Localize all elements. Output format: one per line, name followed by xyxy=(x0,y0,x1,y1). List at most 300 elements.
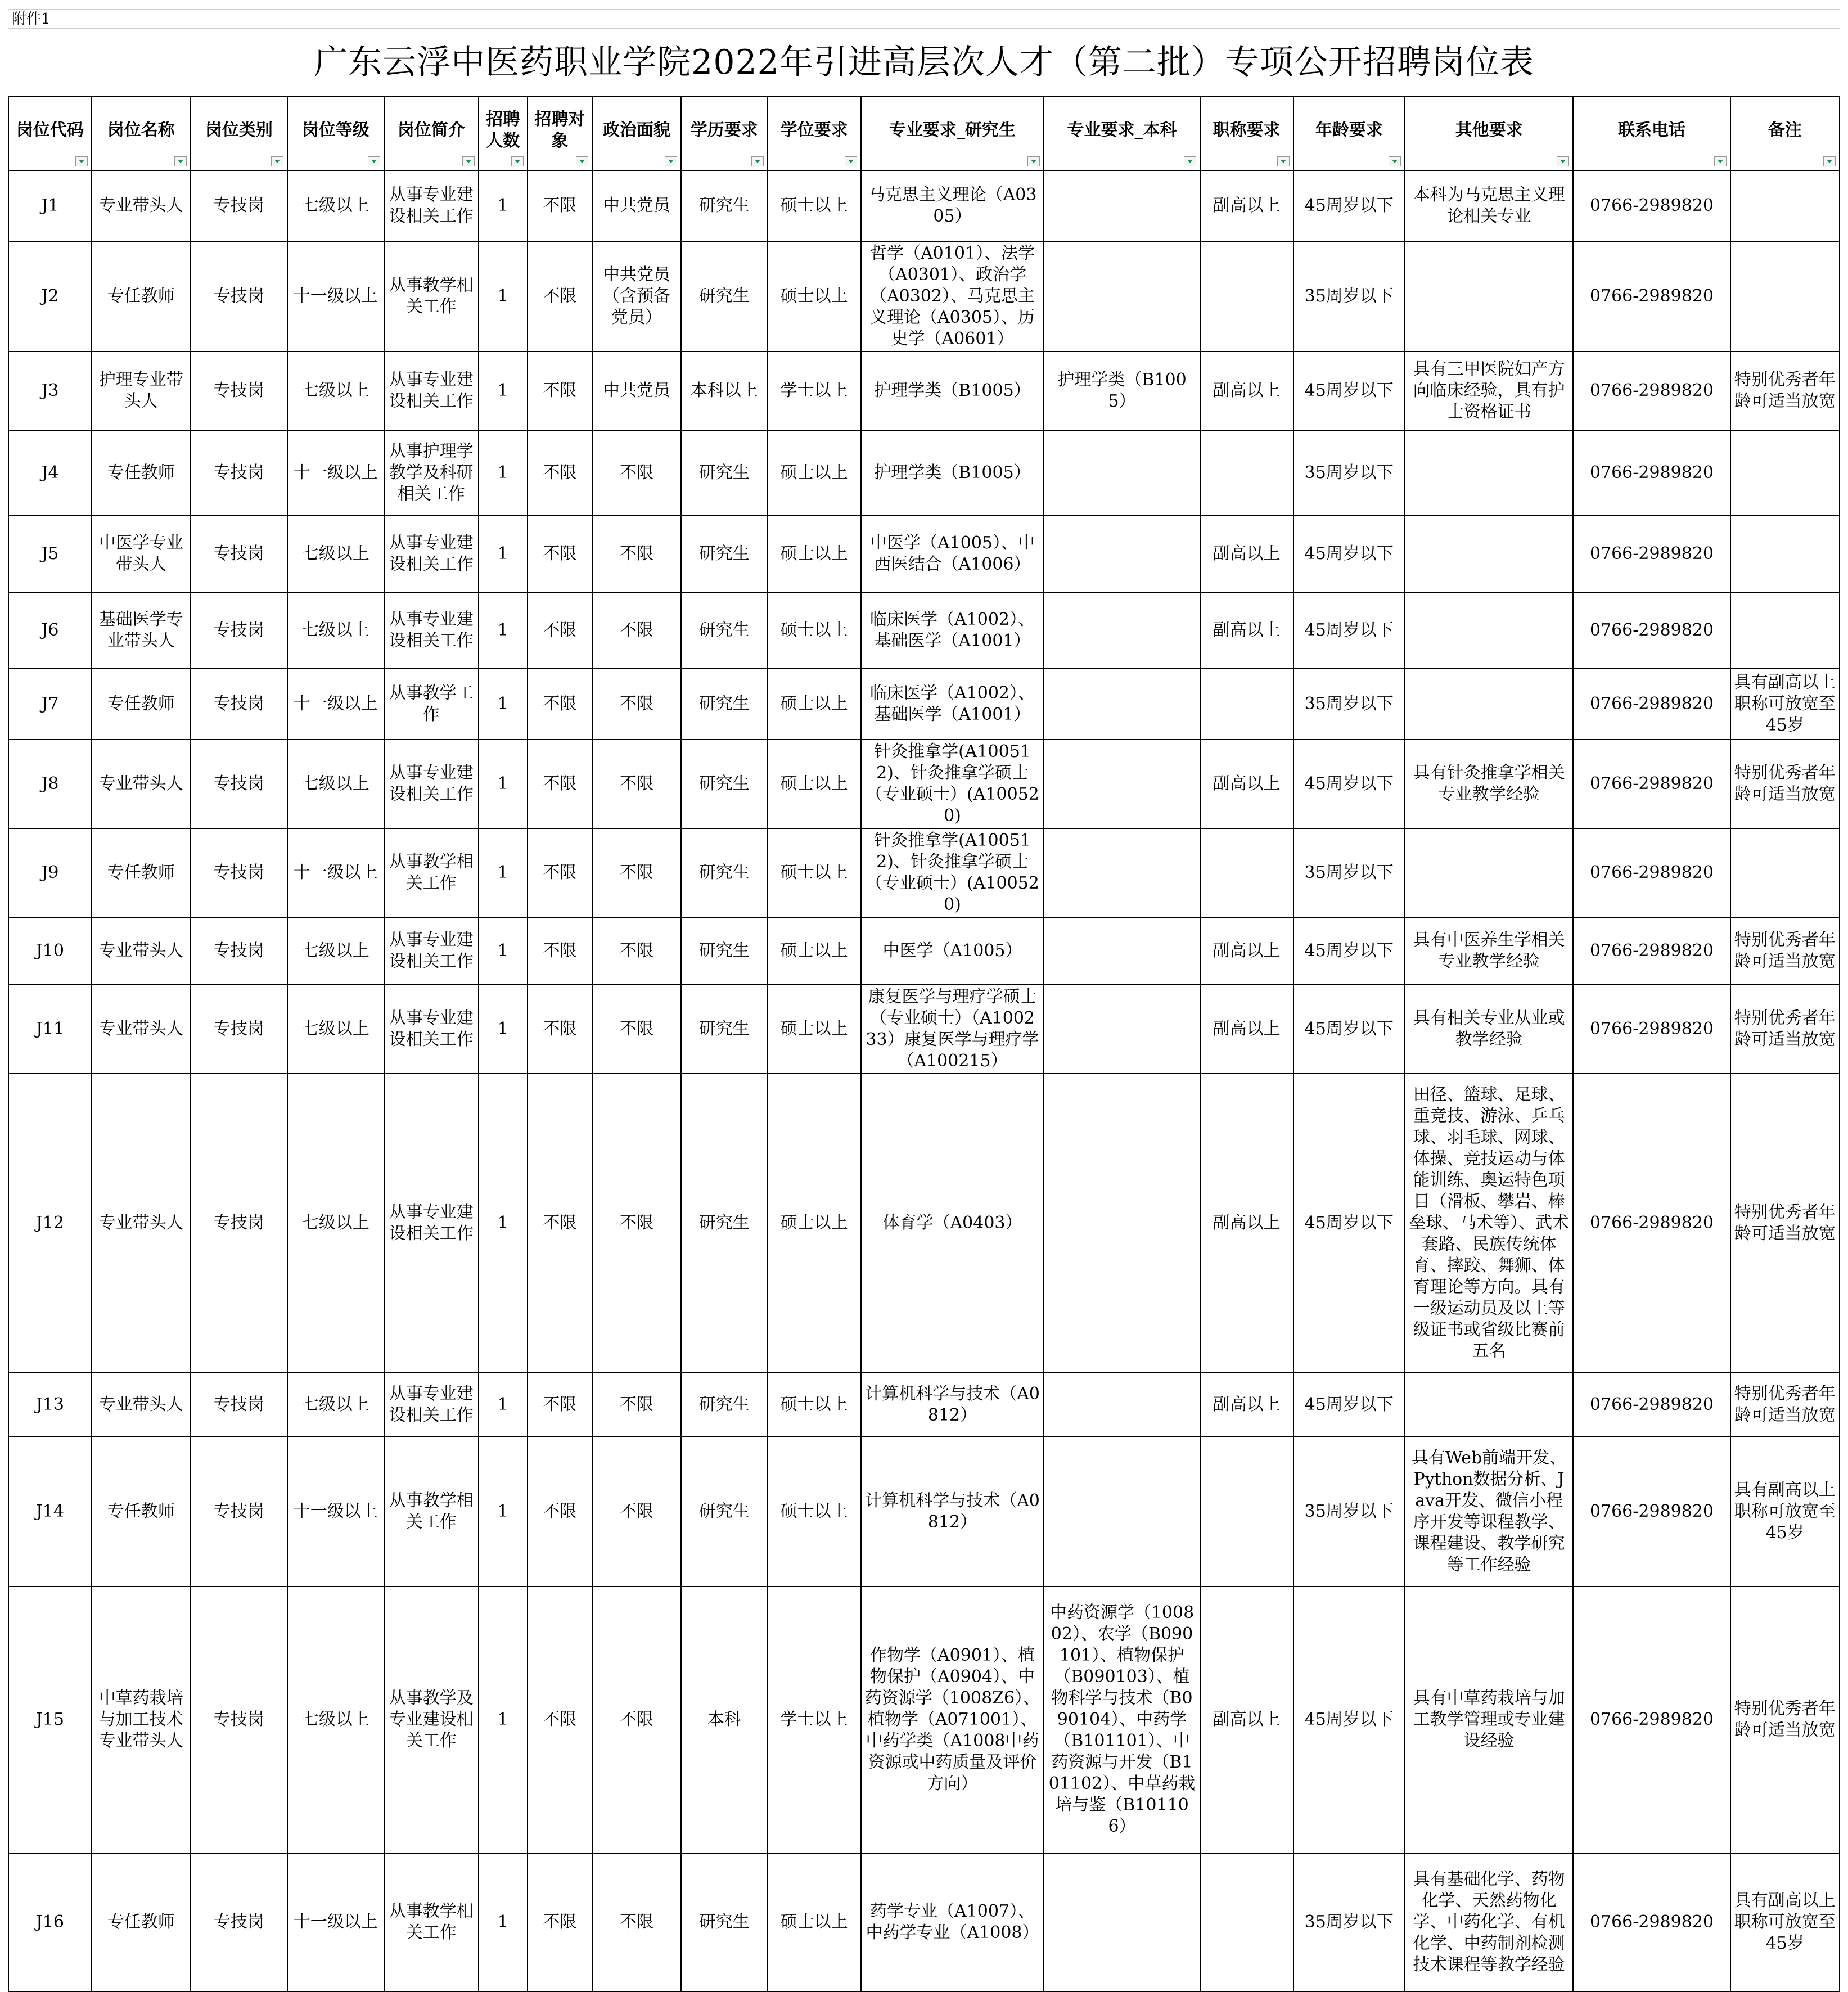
table-cell: 专技岗 xyxy=(191,1074,287,1373)
filter-dropdown-icon[interactable] xyxy=(1027,156,1040,166)
table-cell: 0766-2989820 xyxy=(1573,592,1730,669)
table-cell: 不限 xyxy=(528,1074,592,1373)
column-header xyxy=(861,96,1044,170)
filter-dropdown-icon[interactable] xyxy=(511,156,524,166)
table-cell: 专技岗 xyxy=(191,740,287,828)
table-cell: 具有副高以上职称可放宽至45岁 xyxy=(1730,1437,1840,1587)
table-cell xyxy=(1200,669,1293,740)
table-cell: 特别优秀者年龄可适当放宽 xyxy=(1730,985,1840,1074)
table-cell: 45周岁以下 xyxy=(1293,1074,1405,1373)
table-cell: 十一级以上 xyxy=(287,430,384,516)
table-cell: 七级以上 xyxy=(287,351,384,430)
table-cell: 不限 xyxy=(592,1373,681,1437)
table-cell: 副高以上 xyxy=(1200,985,1293,1074)
column-header xyxy=(768,96,861,170)
column-header-label: 岗位等级 xyxy=(301,120,369,140)
table-cell: 从事专业建设相关工作 xyxy=(384,516,479,592)
table-cell: 专技岗 xyxy=(191,917,287,985)
table-cell xyxy=(1405,241,1573,351)
table-cell: 不限 xyxy=(592,828,681,917)
table-cell: 1 xyxy=(479,516,528,592)
table-cell: 特别优秀者年龄可适当放宽 xyxy=(1730,1587,1840,1853)
column-header xyxy=(528,96,592,170)
table-cell: 药学专业（A1007）、中药学专业（A1008） xyxy=(861,1853,1044,1991)
table-cell: 专任教师 xyxy=(92,241,191,351)
table-cell xyxy=(1405,1373,1573,1437)
table-cell: J7 xyxy=(8,669,92,740)
table-cell xyxy=(1044,516,1200,592)
table-cell: 0766-2989820 xyxy=(1573,740,1730,828)
table-cell: 护理学类（B1005） xyxy=(861,430,1044,516)
table-cell xyxy=(1044,241,1200,351)
column-header xyxy=(592,96,681,170)
table-cell: 不限 xyxy=(528,592,592,669)
table-cell xyxy=(1405,430,1573,516)
table-cell: 七级以上 xyxy=(287,1074,384,1373)
table-cell: J8 xyxy=(8,740,92,828)
table-cell: 具有中草药栽培与加工教学管理或专业建设经验 xyxy=(1405,1587,1573,1853)
table-cell: 45周岁以下 xyxy=(1293,351,1405,430)
table-cell: 硕士以上 xyxy=(768,1853,861,1991)
table-cell xyxy=(1200,430,1293,516)
table-cell: 1 xyxy=(479,430,528,516)
table-cell: 不限 xyxy=(592,669,681,740)
table-cell: 专任教师 xyxy=(92,828,191,917)
table-cell: 十一级以上 xyxy=(287,828,384,917)
table-cell: 从事专业建设相关工作 xyxy=(384,592,479,669)
table-cell xyxy=(1730,430,1840,516)
table-cell xyxy=(1405,516,1573,592)
attachment-caption: 附件1 xyxy=(8,9,1840,28)
table-cell xyxy=(1405,828,1573,917)
table-cell: 专技岗 xyxy=(191,351,287,430)
filter-dropdown-icon[interactable] xyxy=(368,156,380,166)
table-cell: 1 xyxy=(479,1853,528,1991)
table-cell xyxy=(1730,170,1840,241)
table-cell xyxy=(1730,592,1840,669)
table-cell: 副高以上 xyxy=(1200,592,1293,669)
table-cell: 1 xyxy=(479,241,528,351)
table-cell: 硕士以上 xyxy=(768,1373,861,1437)
table-cell: 研究生 xyxy=(681,516,768,592)
column-header-label: 岗位类别 xyxy=(205,120,273,140)
table-cell: 副高以上 xyxy=(1200,170,1293,241)
column-header-label: 招聘对象 xyxy=(534,110,585,151)
table-cell: 七级以上 xyxy=(287,1587,384,1853)
table-cell: 硕士以上 xyxy=(768,917,861,985)
table-cell: 专技岗 xyxy=(191,592,287,669)
table-cell xyxy=(1200,828,1293,917)
table-cell: 不限 xyxy=(528,1437,592,1587)
table-cell: 中药资源学（100802）、农学（B090101）、植物保护（B090103）、植物科学与技术（B090104）、中药学（B101101）、中药资源与开发（B101102）、中草药栽培与鉴（B101106） xyxy=(1044,1587,1200,1853)
filter-dropdown-icon[interactable] xyxy=(1184,156,1196,166)
table-cell: J6 xyxy=(8,592,92,669)
table-cell: 专任教师 xyxy=(92,1853,191,1991)
table-cell: J10 xyxy=(8,917,92,985)
table-cell xyxy=(1044,1074,1200,1373)
table-cell xyxy=(1044,1437,1200,1587)
table-cell: 1 xyxy=(479,1074,528,1373)
table-row xyxy=(8,170,1840,241)
table-cell xyxy=(1044,740,1200,828)
table-cell: 中医学（A1005） xyxy=(861,917,1044,985)
table-cell: 中医学专业带头人 xyxy=(92,516,191,592)
table-cell: 中共党员（含预备党员） xyxy=(592,241,681,351)
table-cell: 专技岗 xyxy=(191,1437,287,1587)
table-cell: 不限 xyxy=(592,430,681,516)
table-cell: 不限 xyxy=(528,740,592,828)
table-cell: 从事专业建设相关工作 xyxy=(384,917,479,985)
table-cell: 具有中医养生学相关专业教学经验 xyxy=(1405,917,1573,985)
table-cell: 从事教学相关工作 xyxy=(384,241,479,351)
table-cell xyxy=(1044,170,1200,241)
filter-dropdown-icon[interactable] xyxy=(751,156,764,166)
table-cell: 硕士以上 xyxy=(768,241,861,351)
column-header-label: 岗位代码 xyxy=(16,120,84,140)
table-cell: 1 xyxy=(479,170,528,241)
table-cell: J13 xyxy=(8,1373,92,1437)
column-header xyxy=(384,96,479,170)
table-row xyxy=(8,430,1840,516)
table-cell: 针灸推拿学(A100512)、针灸推拿学硕士（专业硕士）(A100520) xyxy=(861,828,1044,917)
table-cell: 不限 xyxy=(528,516,592,592)
table-cell xyxy=(1730,516,1840,592)
recruitment-table xyxy=(8,96,1840,1992)
table-cell: 从事教学工作 xyxy=(384,669,479,740)
table-cell: 专技岗 xyxy=(191,516,287,592)
table-cell: 1 xyxy=(479,669,528,740)
table-cell: 35周岁以下 xyxy=(1293,430,1405,516)
column-header-label: 职称要求 xyxy=(1213,120,1281,140)
table-cell: 45周岁以下 xyxy=(1293,1587,1405,1853)
table-row xyxy=(8,828,1840,917)
column-header xyxy=(8,96,92,170)
table-cell xyxy=(1200,1853,1293,1991)
filter-dropdown-icon[interactable] xyxy=(271,156,283,166)
table-cell: 七级以上 xyxy=(287,740,384,828)
filter-dropdown-icon[interactable] xyxy=(1557,156,1569,166)
column-header xyxy=(1405,96,1573,170)
table-cell: 本科为马克思主义理论相关专业 xyxy=(1405,170,1573,241)
table-cell: 副高以上 xyxy=(1200,1373,1293,1437)
column-header-label: 岗位名称 xyxy=(107,120,175,140)
filter-dropdown-icon[interactable] xyxy=(462,156,475,166)
table-cell xyxy=(1044,985,1200,1074)
table-cell: 从事教学相关工作 xyxy=(384,1437,479,1587)
table-cell: 本科 xyxy=(681,1587,768,1853)
table-cell: 不限 xyxy=(592,1853,681,1991)
table-cell: J14 xyxy=(8,1437,92,1587)
table-cell: 不限 xyxy=(528,985,592,1074)
table-cell: 从事护理学教学及科研相关工作 xyxy=(384,430,479,516)
table-cell: 学士以上 xyxy=(768,351,861,430)
column-header xyxy=(191,96,287,170)
table-cell xyxy=(1405,592,1573,669)
table-cell: 不限 xyxy=(528,917,592,985)
table-cell: 哲学（A0101）、法学（A0301）、政治学（A0302）、马克思主义理论（A0305）、历史学（A0601） xyxy=(861,241,1044,351)
table-cell: 不限 xyxy=(592,917,681,985)
table-cell: 从事专业建设相关工作 xyxy=(384,1373,479,1437)
table-cell: 研究生 xyxy=(681,740,768,828)
table-cell: 具有副高以上职称可放宽至45岁 xyxy=(1730,1853,1840,1991)
table-cell: 专技岗 xyxy=(191,430,287,516)
table-row xyxy=(8,669,1840,740)
table-cell: 0766-2989820 xyxy=(1573,917,1730,985)
table-cell: 专业带头人 xyxy=(92,1074,191,1373)
table-cell: 专技岗 xyxy=(191,241,287,351)
table-cell: 0766-2989820 xyxy=(1573,1373,1730,1437)
table-cell: 1 xyxy=(479,351,528,430)
table-cell: 不限 xyxy=(528,170,592,241)
table-cell: 研究生 xyxy=(681,828,768,917)
table-cell: 0766-2989820 xyxy=(1573,669,1730,740)
table-cell: 计算机科学与技术（A0812） xyxy=(861,1437,1044,1587)
table-cell: 1 xyxy=(479,917,528,985)
column-header-label: 专业要求_研究生 xyxy=(889,120,1016,140)
filter-dropdown-icon[interactable] xyxy=(1389,156,1401,166)
table-cell: 具有Web前端开发、Python数据分析、Java开发、微信小程序开发等课程教学、课程建设、教学研究等工作经验 xyxy=(1405,1437,1573,1587)
table-cell: 硕士以上 xyxy=(768,592,861,669)
table-cell xyxy=(1044,828,1200,917)
table-cell: 从事专业建设相关工作 xyxy=(384,740,479,828)
table-cell: 不限 xyxy=(528,828,592,917)
table-cell: 0766-2989820 xyxy=(1573,430,1730,516)
table-cell: 副高以上 xyxy=(1200,516,1293,592)
table-cell: 不限 xyxy=(592,740,681,828)
table-cell: 45周岁以下 xyxy=(1293,985,1405,1074)
table-cell: 35周岁以下 xyxy=(1293,1853,1405,1991)
table-cell: 中草药栽培与加工技术专业带头人 xyxy=(92,1587,191,1853)
table-cell: 0766-2989820 xyxy=(1573,170,1730,241)
table-cell: 不限 xyxy=(592,985,681,1074)
table-cell: 从事专业建设相关工作 xyxy=(384,351,479,430)
table-cell: 45周岁以下 xyxy=(1293,170,1405,241)
table-cell: 护理专业带头人 xyxy=(92,351,191,430)
table-cell: 1 xyxy=(479,828,528,917)
table-cell: 中医学（A1005）、中西医结合（A1006） xyxy=(861,516,1044,592)
table-cell: J16 xyxy=(8,1853,92,1991)
table-cell: 专任教师 xyxy=(92,1437,191,1587)
table-cell: 中共党员 xyxy=(592,351,681,430)
table-row xyxy=(8,1437,1840,1587)
table-cell: 具有相关专业从业或教学经验 xyxy=(1405,985,1573,1074)
table-cell: 0766-2989820 xyxy=(1573,1074,1730,1373)
table-cell: 研究生 xyxy=(681,1074,768,1373)
filter-dropdown-icon[interactable] xyxy=(576,156,588,166)
table-cell: 0766-2989820 xyxy=(1573,828,1730,917)
table-cell xyxy=(1044,917,1200,985)
header-row xyxy=(8,96,1840,170)
table-cell: 45周岁以下 xyxy=(1293,592,1405,669)
table-cell: 硕士以上 xyxy=(768,828,861,917)
table-cell: 从事教学相关工作 xyxy=(384,1853,479,1991)
table-cell: 研究生 xyxy=(681,917,768,985)
table-row xyxy=(8,1853,1840,1991)
page-title: 广东云浮中医药职业学院2022年引进高层次人才（第二批）专项公开招聘岗位表 xyxy=(8,28,1840,96)
table-cell: 特别优秀者年龄可适当放宽 xyxy=(1730,917,1840,985)
table-cell: 副高以上 xyxy=(1200,1587,1293,1853)
table-cell: 作物学（A0901）、植物保护（A0904）、中药资源学（1008Z6）、植物学（A071001）、中药学类（A1008中药资源或中药质量及评价方向） xyxy=(861,1587,1044,1853)
table-cell: 研究生 xyxy=(681,669,768,740)
table-cell: 专任教师 xyxy=(92,430,191,516)
table-cell: 七级以上 xyxy=(287,1373,384,1437)
table-cell: 特别优秀者年龄可适当放宽 xyxy=(1730,1074,1840,1373)
filter-dropdown-icon[interactable] xyxy=(75,156,88,166)
table-cell: 从事专业建设相关工作 xyxy=(384,985,479,1074)
table-cell: 研究生 xyxy=(681,592,768,669)
table-cell: 护理学类（B1005） xyxy=(1044,351,1200,430)
table-cell: 十一级以上 xyxy=(287,1853,384,1991)
column-header xyxy=(287,96,384,170)
table-cell: 专业带头人 xyxy=(92,740,191,828)
table-cell: J15 xyxy=(8,1587,92,1853)
table-cell: 不限 xyxy=(592,516,681,592)
table-cell: 专技岗 xyxy=(191,828,287,917)
filter-dropdown-icon[interactable] xyxy=(665,156,677,166)
table-cell: 专任教师 xyxy=(92,669,191,740)
column-header xyxy=(1573,96,1730,170)
table-cell: J3 xyxy=(8,351,92,430)
table-cell: 不限 xyxy=(528,1853,592,1991)
table-cell: 研究生 xyxy=(681,170,768,241)
table-cell: 1 xyxy=(479,1437,528,1587)
table-row xyxy=(8,1074,1840,1373)
table-cell: 0766-2989820 xyxy=(1573,241,1730,351)
table-cell: 35周岁以下 xyxy=(1293,828,1405,917)
table-cell: 不限 xyxy=(528,430,592,516)
table-cell: 专技岗 xyxy=(191,1587,287,1853)
table-cell: 专技岗 xyxy=(191,1853,287,1991)
column-header-label: 专业要求_本科 xyxy=(1067,120,1177,140)
table-cell: 副高以上 xyxy=(1200,740,1293,828)
table-cell: 康复医学与理疗学硕士（专业硕士）（A100233）康复医学与理疗学（A100215） xyxy=(861,985,1044,1074)
table-cell: 特别优秀者年龄可适当放宽 xyxy=(1730,740,1840,828)
table-cell: 从事专业建设相关工作 xyxy=(384,1074,479,1373)
table-cell: 硕士以上 xyxy=(768,1074,861,1373)
table-cell: 从事专业建设相关工作 xyxy=(384,170,479,241)
table-cell: 研究生 xyxy=(681,241,768,351)
table-cell: 35周岁以下 xyxy=(1293,669,1405,740)
table-cell: 十一级以上 xyxy=(287,241,384,351)
table-cell: 0766-2989820 xyxy=(1573,1437,1730,1587)
table-cell: 十一级以上 xyxy=(287,1437,384,1587)
table-cell: 研究生 xyxy=(681,430,768,516)
table-cell: 学士以上 xyxy=(768,1587,861,1853)
table-cell: 专业带头人 xyxy=(92,985,191,1074)
table-row xyxy=(8,1587,1840,1853)
table-body xyxy=(8,170,1840,1991)
table-cell: 0766-2989820 xyxy=(1573,1853,1730,1991)
spreadsheet xyxy=(8,9,1840,1992)
table-cell: 基础医学专业带头人 xyxy=(92,592,191,669)
table-cell: 不限 xyxy=(592,592,681,669)
filter-dropdown-icon[interactable] xyxy=(1714,156,1727,166)
table-cell: 七级以上 xyxy=(287,170,384,241)
table-cell xyxy=(1200,1437,1293,1587)
column-header-label: 备注 xyxy=(1768,120,1802,140)
table-cell: 专技岗 xyxy=(191,669,287,740)
table-cell: 不限 xyxy=(528,241,592,351)
column-header-label: 年龄要求 xyxy=(1315,120,1383,140)
table-cell: 专技岗 xyxy=(191,170,287,241)
table-cell: J1 xyxy=(8,170,92,241)
table-cell: 1 xyxy=(479,592,528,669)
table-cell: J4 xyxy=(8,430,92,516)
table-cell: 硕士以上 xyxy=(768,516,861,592)
table-cell xyxy=(1730,828,1840,917)
table-cell: 七级以上 xyxy=(287,516,384,592)
table-cell: 马克思主义理论（A0305） xyxy=(861,170,1044,241)
table-cell: 从事教学及专业建设相关工作 xyxy=(384,1587,479,1853)
table-cell: 七级以上 xyxy=(287,985,384,1074)
table-cell xyxy=(1405,669,1573,740)
table-cell: 具有副高以上职称可放宽至45岁 xyxy=(1730,669,1840,740)
filter-dropdown-icon[interactable] xyxy=(1823,156,1836,166)
table-cell xyxy=(1044,430,1200,516)
table-row xyxy=(8,592,1840,669)
table-cell: 专技岗 xyxy=(191,1373,287,1437)
table-cell: 1 xyxy=(479,985,528,1074)
table-cell: 副高以上 xyxy=(1200,351,1293,430)
table-row xyxy=(8,917,1840,985)
table-cell: 1 xyxy=(479,740,528,828)
table-cell: 硕士以上 xyxy=(768,740,861,828)
table-cell: 硕士以上 xyxy=(768,669,861,740)
table-cell: 不限 xyxy=(528,1587,592,1853)
table-cell: 中共党员 xyxy=(592,170,681,241)
table-cell: J9 xyxy=(8,828,92,917)
table-cell: 1 xyxy=(479,1373,528,1437)
table-cell: 0766-2989820 xyxy=(1573,985,1730,1074)
table-row xyxy=(8,351,1840,430)
column-header xyxy=(1293,96,1405,170)
filter-dropdown-icon[interactable] xyxy=(174,156,187,166)
table-cell: 七级以上 xyxy=(287,592,384,669)
table-cell: 硕士以上 xyxy=(768,1437,861,1587)
column-header xyxy=(681,96,768,170)
table-cell: 具有针灸推拿学相关专业教学经验 xyxy=(1405,740,1573,828)
table-cell: 临床医学（A1002）、基础医学（A1001） xyxy=(861,669,1044,740)
table-cell: 不限 xyxy=(592,1074,681,1373)
table-cell: 45周岁以下 xyxy=(1293,740,1405,828)
table-cell: 45周岁以下 xyxy=(1293,1373,1405,1437)
column-header-label: 政治面貌 xyxy=(602,120,670,140)
table-cell: 从事教学相关工作 xyxy=(384,828,479,917)
table-cell xyxy=(1044,1373,1200,1437)
column-header-label: 联系电话 xyxy=(1617,120,1685,140)
table-cell: J2 xyxy=(8,241,92,351)
filter-dropdown-icon[interactable] xyxy=(1277,156,1290,166)
table-cell xyxy=(1044,669,1200,740)
table-cell xyxy=(1200,241,1293,351)
table-row xyxy=(8,985,1840,1074)
table-cell: 0766-2989820 xyxy=(1573,516,1730,592)
table-cell: 体育学（A0403） xyxy=(861,1074,1044,1373)
filter-dropdown-icon[interactable] xyxy=(845,156,857,166)
table-cell: 专业带头人 xyxy=(92,1373,191,1437)
table-cell: 35周岁以下 xyxy=(1293,241,1405,351)
table-cell: 本科以上 xyxy=(681,351,768,430)
table-cell xyxy=(1044,592,1200,669)
table-cell: 护理学类（B1005） xyxy=(861,351,1044,430)
table-cell: 临床医学（A1002）、基础医学（A1001） xyxy=(861,592,1044,669)
table-cell: 35周岁以下 xyxy=(1293,1437,1405,1587)
column-header-label: 其他要求 xyxy=(1455,120,1523,140)
table-cell: 专业带头人 xyxy=(92,170,191,241)
table-cell: 计算机科学与技术（A0812） xyxy=(861,1373,1044,1437)
table-row xyxy=(8,516,1840,592)
column-header xyxy=(479,96,528,170)
